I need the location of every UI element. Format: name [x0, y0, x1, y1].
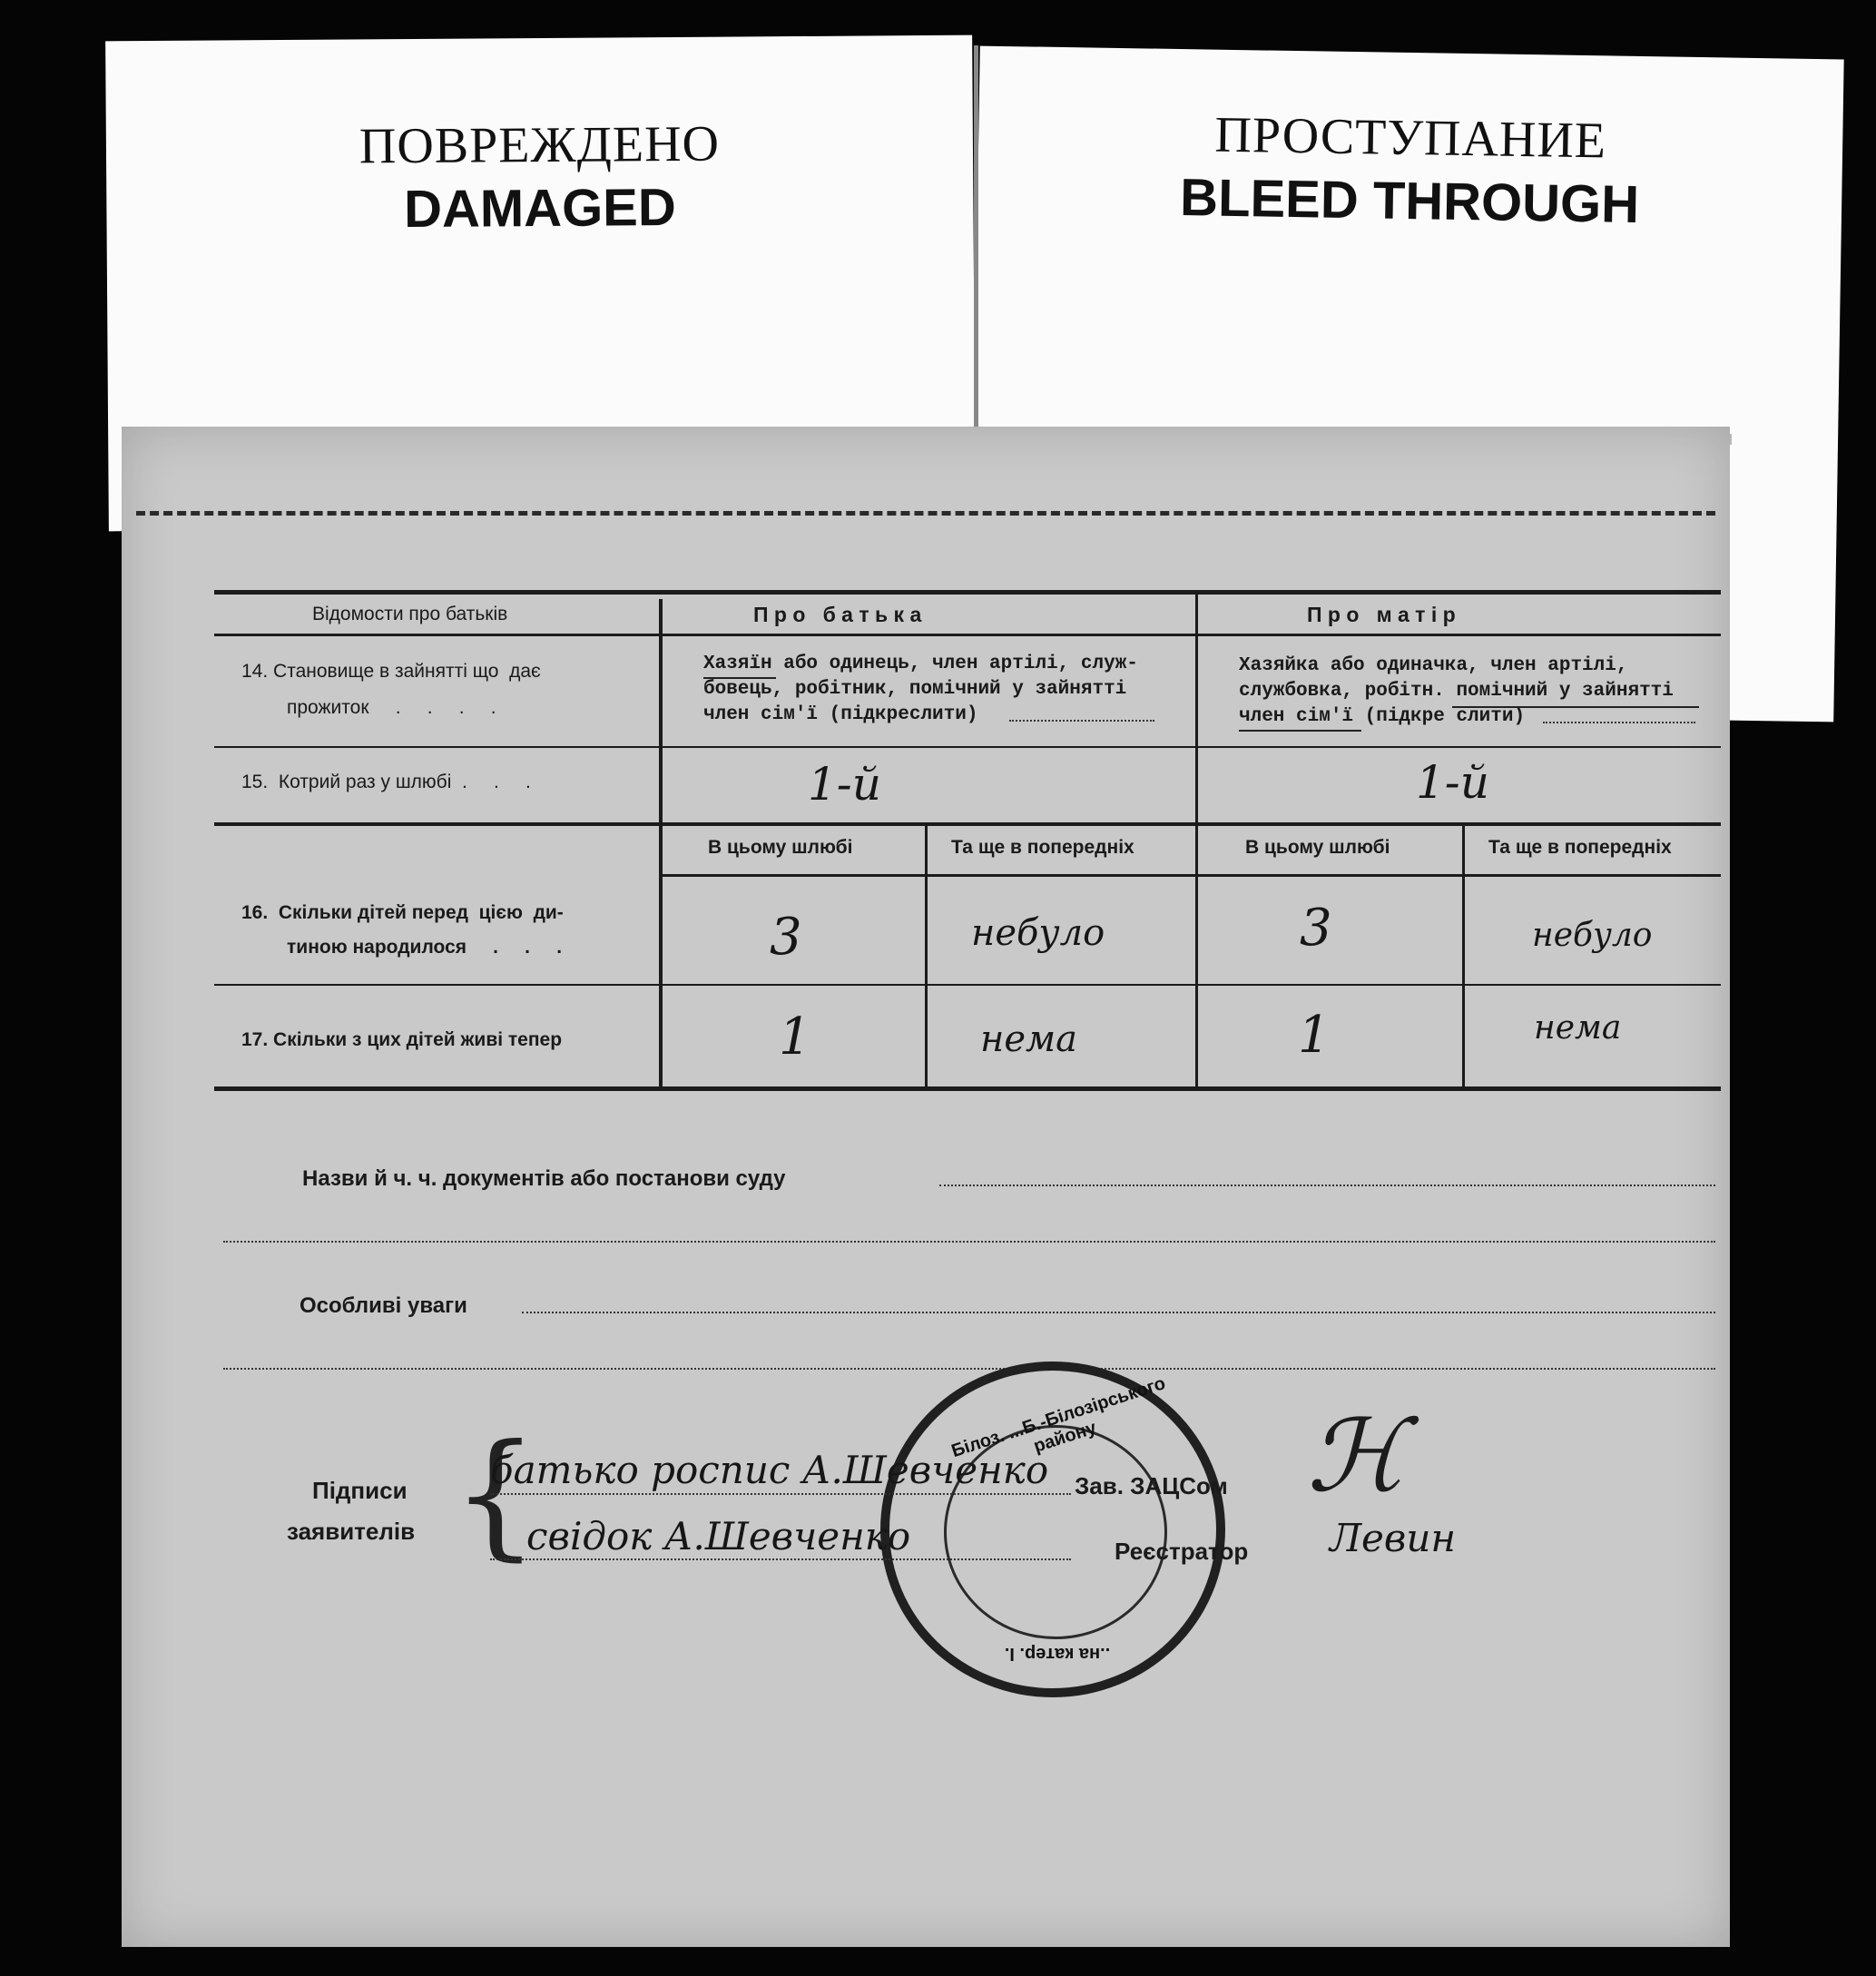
row14-father-line1: Хазяїн або одинець, член артілі, служ-	[703, 654, 1138, 674]
row17-father-this: 1	[779, 1008, 811, 1067]
damaged-label-en: DAMAGED	[403, 177, 676, 240]
row16-border	[214, 984, 1721, 986]
documents-fill-line1	[939, 1185, 1715, 1186]
bleed-label-en: BLEED THROUGH	[1179, 168, 1640, 234]
row14-father-line2: бовець, робітник, помічний у зайнятті	[703, 679, 1127, 700]
row16-mother-this: 3	[1300, 899, 1332, 958]
seal-text-bottom: ..на катер. І.	[1004, 1644, 1111, 1664]
remarks-fill-line1	[522, 1312, 1715, 1313]
row15-mother-value: 1-й	[1416, 756, 1489, 809]
row16-label-line2: тиною народилося . . .	[287, 937, 563, 958]
applicant1-signature: батько роспис А.Шевченко	[490, 1448, 1049, 1492]
row17-father-prev: нема	[980, 1018, 1078, 1060]
applicant2-line	[490, 1558, 1071, 1560]
damaged-label-ru: ПОВРЕЖДЕНО	[359, 115, 721, 175]
signatures-label-line2: заявителів	[287, 1518, 416, 1545]
header-about-father: П р о б а т ь к а	[753, 603, 922, 626]
table-top-border	[214, 590, 1721, 595]
subheader-father-this-marriage: В цьому шлюбі	[708, 837, 853, 858]
row15-border	[214, 822, 1721, 826]
row15-father-value: 1-й	[808, 758, 881, 811]
row14-father-underline-hazyain	[703, 677, 776, 679]
applicant1-line	[490, 1493, 1071, 1495]
father-mother-divider	[1195, 595, 1198, 1089]
row14-mother-line3: член сім'ї (підкре слити)	[1239, 706, 1526, 727]
registrar-signature: Левин	[1330, 1516, 1457, 1560]
bleed-label-ru: ПРОСТУПАНИЕ	[1213, 106, 1607, 170]
mother-sub-divider	[1462, 824, 1465, 1089]
row14-father-fill	[1009, 720, 1154, 722]
official-seal	[880, 1362, 1225, 1697]
row14-label-line1: 14. Становище в зайнятті що дає	[241, 661, 541, 682]
registrar-label: Реєстратор	[1115, 1538, 1249, 1565]
row14-mother-fill	[1543, 722, 1695, 723]
remarks-fill-line2	[223, 1368, 1715, 1370]
father-sub-divider	[925, 824, 928, 1089]
header-parents-info: Відомости про батьків	[312, 604, 508, 624]
row14-mother-line2: службовка, робітн. помічний у зайнятті	[1239, 681, 1674, 702]
row17-mother-prev: нема	[1534, 1009, 1622, 1047]
row14-father-line3: член сім'ї (підкреслити)	[703, 704, 978, 725]
header-about-mother: П р о м а т і р	[1307, 603, 1456, 626]
row14-label-line2: прожиток . . . .	[287, 697, 496, 718]
row16-father-this: 3	[770, 908, 802, 967]
subheader-mother-this-marriage: В цьому шлюбі	[1245, 837, 1390, 858]
applicant2-signature: свідок А.Шевченко	[526, 1514, 911, 1558]
remarks-label: Особливі уваги	[300, 1293, 467, 1318]
row16-mother-prev: небуло	[1532, 917, 1653, 954]
table-header-border	[214, 634, 1721, 636]
subheader-border	[663, 874, 1721, 877]
table-bottom-border	[214, 1086, 1721, 1091]
row16-father-prev: небуло	[971, 912, 1105, 954]
perforation-line	[136, 511, 1715, 516]
seal-text-top: Білоз. ...Б.-Білозірського району	[948, 1373, 1168, 1462]
subheader-father-previous: Та ще в попередніх	[951, 837, 1134, 858]
card-divider	[974, 45, 978, 427]
signatures-label-line1: Підписи	[312, 1477, 408, 1504]
documents-fill-line2	[223, 1241, 1715, 1243]
subheader-mother-previous: Та ще в попередніх	[1488, 837, 1672, 858]
head-of-registry-signature: ℋ	[1307, 1398, 1406, 1514]
col1-divider	[659, 599, 663, 1089]
row16-label-line1: 16. Скільки дітей перед цією ди-	[241, 902, 564, 923]
signatures-brace: {	[452, 1416, 539, 1574]
row17-mother-this: 1	[1298, 1006, 1331, 1065]
row17-label: 17. Скільки з цих дітей живі тепер	[241, 1029, 563, 1050]
documents-label: Назви й ч. ч. документів або постанови суду	[302, 1166, 786, 1191]
row14-mother-underline-member	[1239, 730, 1361, 732]
row15-label: 15. Котрий раз у шлюбі . . .	[241, 772, 531, 792]
row14-mother-line1: Хазяйка або одиначка, член артілі,	[1239, 655, 1628, 676]
head-of-registry-label: Зав. ЗАЦСом	[1075, 1472, 1228, 1499]
row14-border	[214, 746, 1721, 748]
row14-mother-underline-helper	[1452, 706, 1699, 708]
